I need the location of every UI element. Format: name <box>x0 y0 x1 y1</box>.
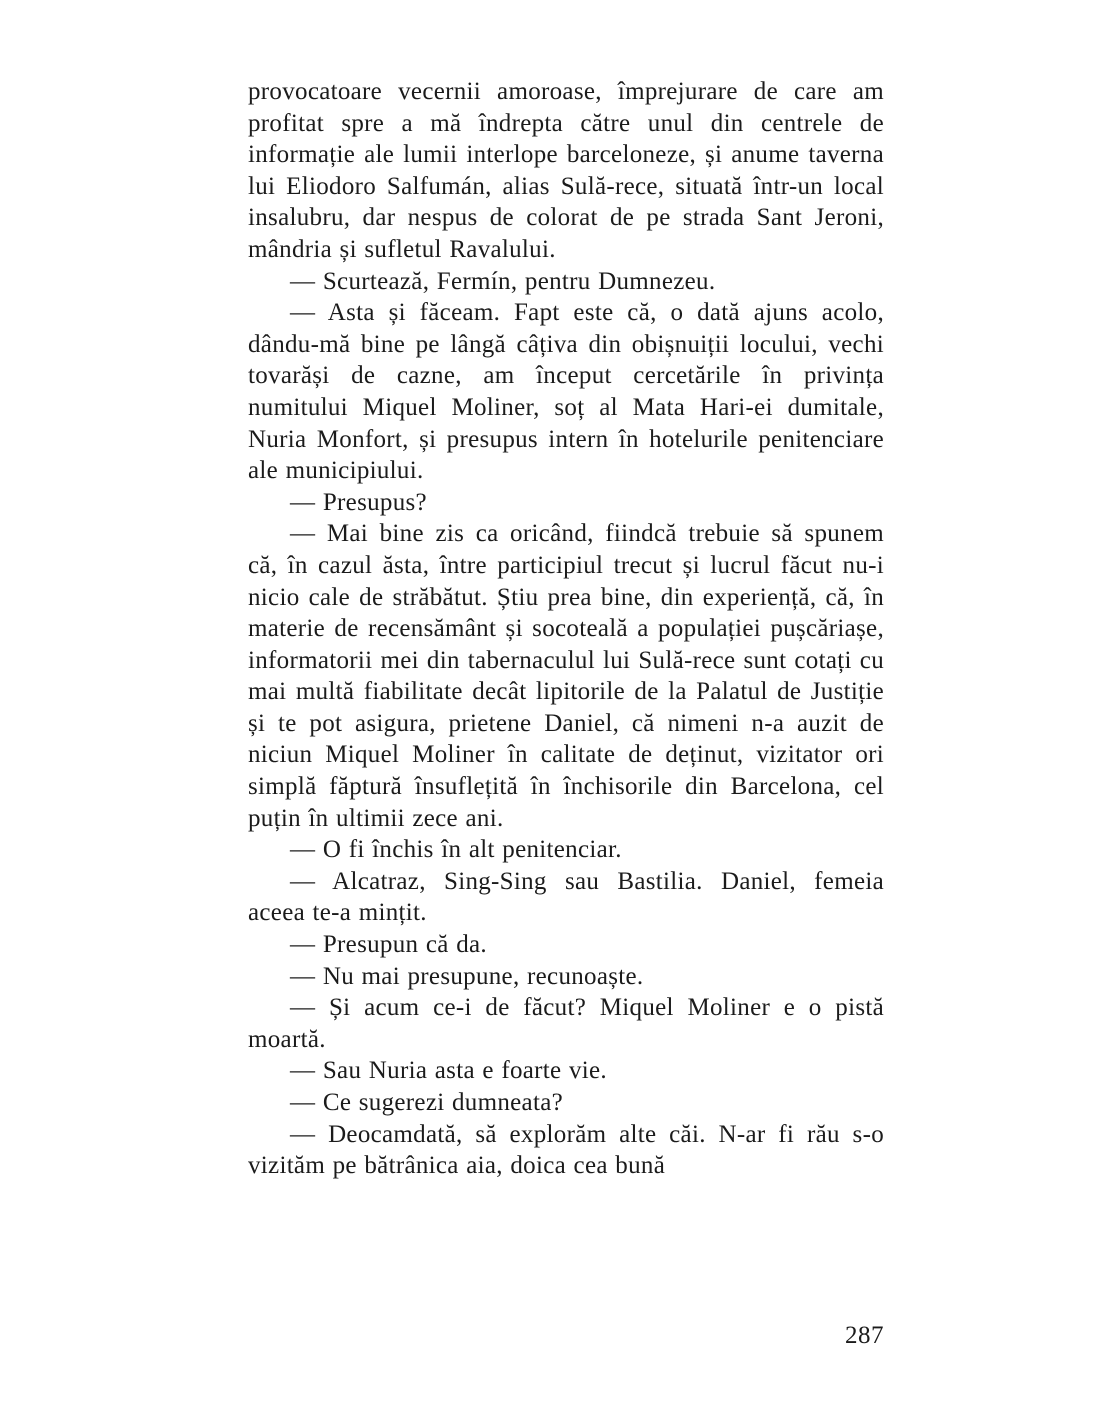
paragraph: — Presupus? <box>290 488 427 516</box>
paragraph: — Și acum ce-i de făcut? Miquel Moliner e o pistă moartă. <box>248 994 884 1053</box>
paragraph: — Mai bine zis ca oricând, fiindcă trebuie să spunem că, în cazul ăsta, între participiul trecut și lucrul făcut nu-i nicio cale de străbătut. Știu prea bine, din experiență, că, în materie de recensământ și socoteală a populației pușcăriașe, informatorii mei din tabernaculul lui Sulă-rece sunt cotați cu mai multă fiabilitate decât lipitorile de la Palatul de Justiție și te pot asigura, prietene Daniel, că nimeni n-a auzit de niciun Miquel Moliner în calitate de deținut, vizitator ori simplă făptură însuflețită în închisorile din Barcelona, cel puțin în ultimii zece ani. <box>248 520 884 832</box>
paragraph: — Sau Nuria asta e foarte vie. <box>290 1057 607 1085</box>
text-column <box>248 76 884 1182</box>
paragraph: — Asta și făceam. Fapt este că, o dată ajuns acolo, dându-mă bine pe lângă câțiva din obișnuiții locului, vechi tovarăși de cazne, am început cercetările în privința numitului Miquel Moliner, soț al Mata Hari-ei dumitale, Nuria Monfort, și presupus intern în hotelurile penitenciare ale municipiului. <box>248 299 884 485</box>
paragraph: — Scurtează, Fermín, pentru Dumnezeu. <box>290 267 716 295</box>
page-number: 287 <box>845 1322 884 1349</box>
paragraph: — Nu mai presupune, recunoaște. <box>290 962 644 990</box>
paragraph: — Presupun că da. <box>290 931 487 959</box>
paragraph: — Ce sugerezi dumneata? <box>290 1089 563 1116</box>
paragraph: — Alcatraz, Sing-Sing sau Bastilia. Daniel, femeia aceea te-a mințit. <box>248 867 884 927</box>
paragraph: provocatoare vecernii amoroase, împrejurare de care am profitat spre a mă îndrepta către unul din centrele de informație ale lumii interlope barceloneze, și anume taverna lui Eliodoro Salfumán, alias Sulă-rece, situată într-un local insalubru, dar nespus de colorat de pe strada Sant Jeroni, mândria și sufletul Ravalului. <box>248 78 884 263</box>
paragraph: — Deocamdată, să explorăm alte căi. N-ar fi rău s-o vizităm pe bătrânica aia, doica cea bună <box>248 1120 884 1180</box>
paragraph: — O fi închis în alt penitenciar. <box>290 836 622 864</box>
